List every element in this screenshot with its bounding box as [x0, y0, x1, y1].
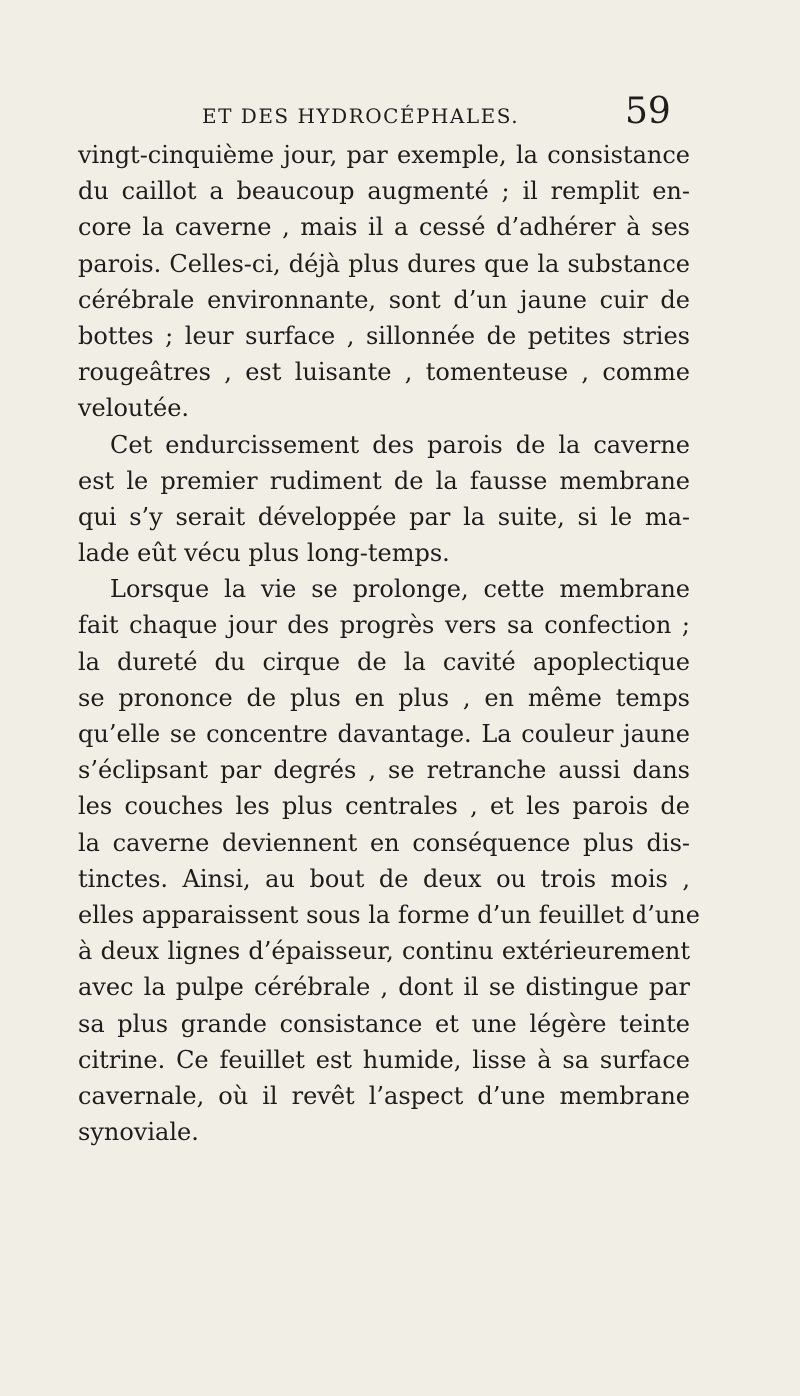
text-line: à deux lignes d’épaisseur, continu extérieurement: [78, 937, 690, 966]
text-line: Lorsque la vie se prolonge, cette membrane: [110, 575, 690, 604]
text-line: cavernale, où il revêt l’aspect d’une membrane: [78, 1081, 690, 1110]
text-line: s’éclipsant par degrés , se retranche aussi dans: [78, 756, 690, 785]
text-line: Cet endurcissement des parois de la caverne: [110, 430, 690, 459]
text-line: les couches les plus centrales , et les parois de: [78, 792, 690, 821]
text-line: veloutée.: [78, 394, 190, 423]
text-line: synoviale.: [78, 1118, 199, 1147]
text-line: cérébrale environnante, sont d’un jaune cuir de: [78, 285, 690, 314]
text-line: bottes ; leur surface , sillonnée de petites stries: [78, 321, 690, 350]
text-line: tinctes. Ainsi, au bout de deux ou trois mois ,: [78, 864, 690, 893]
body-text: [78, 137, 700, 1150]
text-line: elles apparaissent sous la forme d’un feuillet d’une: [78, 900, 700, 929]
text-line: fait chaque jour des progrès vers sa confection ;: [78, 611, 690, 640]
text-line: core la caverne , mais il a cessé d’adhérer à ses: [78, 213, 690, 242]
text-line: vingt-cinquième jour, par exemple, la consistance: [78, 141, 690, 169]
text-line: du caillot a beaucoup augmenté ; il remplit en-: [78, 177, 690, 206]
text-line: la dureté du cirque de la cavité apoplectique: [78, 647, 690, 676]
text-line: la caverne deviennent en conséquence plus dis-: [78, 828, 690, 857]
page-number: 59: [625, 91, 671, 132]
text-line: qui s’y serait développée par la suite, si le ma-: [78, 502, 690, 531]
text-line: avec la pulpe cérébrale , dont il se distingue par: [78, 973, 690, 1002]
text-line: lade eût vécu plus long-temps.: [78, 539, 450, 568]
text-line: sa plus grande consistance et une légère teinte: [78, 1009, 690, 1038]
text-line: qu’elle se concentre davantage. La couleur jaune: [78, 720, 690, 748]
text-line: citrine. Ce feuillet est humide, lisse à sa surface: [78, 1045, 690, 1074]
text-line: parois. Celles-ci, déjà plus dures que la substance: [78, 249, 690, 278]
running-head: ET DES HYDROCÉPHALES.: [202, 104, 520, 128]
text-line: se prononce de plus en plus , en même temps: [78, 683, 690, 712]
text-line: est le premier rudiment de la fausse membrane: [78, 466, 690, 495]
text-line: rougeâtres , est luisante , tomenteuse , comme: [78, 358, 690, 387]
